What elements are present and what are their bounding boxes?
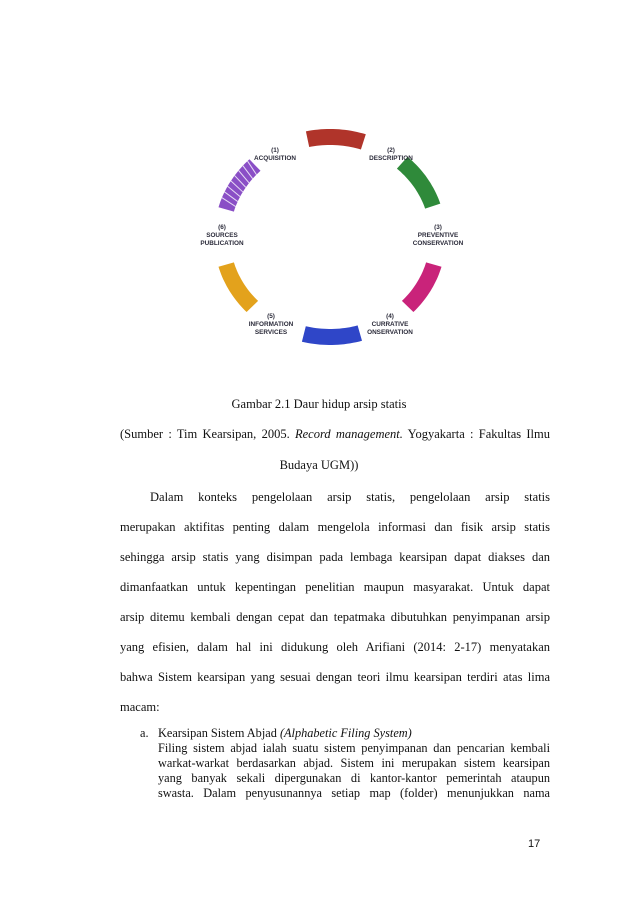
segment-preventive <box>402 262 442 312</box>
label-curative-conservation: ONSERVATION <box>367 329 413 336</box>
filing-system-list <box>140 726 550 801</box>
label-acquisition: ACQUISITION <box>254 155 296 162</box>
list-line: yang banyak sekali dipergunakan di kantor-kantor pemerintah ataupun <box>158 771 550 785</box>
body-line: sehingga arsip statis yang disimpan pada lembaga kearsipan dapat diakses dan <box>120 550 550 564</box>
label-curative: CURRATIVE <box>371 321 409 328</box>
label-acquisition-num: (1) <box>271 147 279 154</box>
body-line: yang efisien, dalam hal ini didukung oleh Arifiani (2014: 2-17) menyatakan <box>120 640 550 654</box>
list-marker: a. <box>140 726 149 740</box>
body-line: Dalam konteks pengelolaan arsip statis, pengelolaan arsip statis <box>150 490 550 504</box>
label-sources-num: (6) <box>218 224 226 231</box>
label-information: INFORMATION <box>248 321 294 328</box>
label-information-services: SERVICES <box>254 329 288 336</box>
source-text-italic: Record management. <box>294 427 403 441</box>
source-text-post: Yogyakarta : Fakultas Ilmu <box>402 427 550 441</box>
body-line: arsip ditemu kembali dengan cepat dan tepatmaka dibutuhkan penyimpanan arsip <box>120 610 550 624</box>
segment-acquisition <box>306 129 366 150</box>
segment-curative <box>302 325 362 345</box>
label-preventive: PREVENTIVE <box>417 232 459 239</box>
label-preventive-conservation: CONSERVATION <box>412 240 464 247</box>
list-item-body <box>140 741 550 801</box>
body-line: dimanfaatkan untuk kepentingan penelitian maupun masyarakat. Untuk dapat <box>120 580 550 594</box>
label-preventive-num: (3) <box>434 224 442 231</box>
page-number: 17 <box>528 838 541 850</box>
figure-source-line2: Budaya UGM)) <box>279 458 359 472</box>
segment-description <box>397 157 440 209</box>
segment-sources <box>219 159 261 211</box>
body-line: merupakan aktifitas penting dalam mengelola informasi dan fisik arsip statis <box>120 520 550 534</box>
list-item-heading <box>140 726 550 741</box>
segment-information <box>219 262 259 312</box>
figure-caption: Gambar 2.1 Daur hidup arsip statis <box>231 397 407 411</box>
source-text-pre: (Sumber : Tim Kearsipan, 2005. <box>120 427 295 441</box>
label-sources-publication: PUBLICATION <box>200 240 244 247</box>
label-curative-num: (4) <box>386 313 394 320</box>
list-item-title-italic: (Alphabetic Filing System) <box>279 726 412 740</box>
body-line: macam: <box>120 700 160 714</box>
label-sources: SOURCES <box>206 232 238 239</box>
archive-lifecycle-diagram <box>180 120 480 370</box>
body-line: bahwa Sistem kearsipan yang sesuai dengan teori ilmu kearsipan terdiri atas lima <box>120 670 550 684</box>
body-paragraph <box>120 482 550 722</box>
list-item-title: Kearsipan Sistem Abjad <box>158 726 280 740</box>
label-description: DESCRIPTION <box>369 155 413 162</box>
list-line: swasta. Dalam penyusunannya setiap map (folder) menunjukkan nama <box>158 786 550 800</box>
list-line: warkat-warkat berdasarkan abjad. Sistem ini merupakan sistem kearsipan <box>158 756 550 770</box>
lifecycle-svg <box>180 120 480 370</box>
figure-source <box>120 427 550 442</box>
label-description-num: (2) <box>387 147 395 154</box>
list-line: Filing sistem abjad ialah suatu sistem penyimpanan dan pencarian kembali <box>158 741 550 755</box>
label-information-num: (5) <box>267 313 275 320</box>
